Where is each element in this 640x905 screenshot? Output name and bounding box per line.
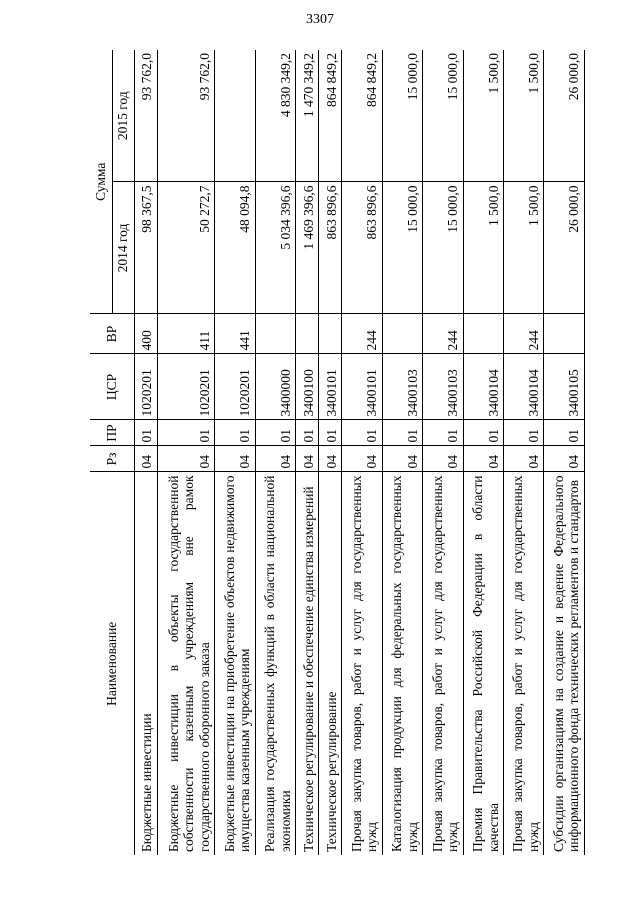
cell-vr: 441 <box>215 314 255 354</box>
cell-rz: 04 <box>544 446 585 472</box>
table-row <box>423 50 463 855</box>
cell-csr: 3400101 <box>342 354 382 420</box>
cell-2015: 1 500,0 <box>463 50 503 182</box>
table-row <box>504 50 544 855</box>
header-csr: ЦСР <box>90 354 134 420</box>
cell-2015: 26 000,0 <box>544 50 585 182</box>
header-pr: ПР <box>90 420 134 446</box>
cell-vr <box>296 314 319 354</box>
header-sum: Сумма <box>90 50 112 314</box>
cell-vr: 244 <box>342 314 382 354</box>
cell-csr: 3400101 <box>319 354 342 420</box>
table-row <box>342 50 382 855</box>
cell-2015: 864 849,2 <box>342 50 382 182</box>
cell-name: Прочая закупка товаров, работ и услуг для государственных нужд <box>504 472 544 855</box>
table-row <box>382 50 422 855</box>
cell-csr: 3400104 <box>463 354 503 420</box>
cell-2014: 15 000,0 <box>423 182 463 314</box>
cell-rz: 04 <box>423 446 463 472</box>
cell-name: Субсидии организациям на создание и ведение Федерального информационного фонда технических регламентов и стандартов <box>544 472 585 855</box>
cell-2014: 1 500,0 <box>504 182 544 314</box>
cell-rz: 04 <box>157 446 215 472</box>
cell-2015: 93 762,0 <box>157 50 215 182</box>
cell-vr <box>544 314 585 354</box>
cell-name: Реализация государственных функций в области национальной экономики <box>255 472 295 855</box>
table-body <box>134 50 585 855</box>
header-name: Наименование <box>90 472 134 855</box>
cell-pr: 01 <box>463 420 503 446</box>
cell-pr: 01 <box>134 420 157 446</box>
cell-csr: 1020201 <box>134 354 157 420</box>
cell-2015: 15 000,0 <box>382 50 422 182</box>
cell-pr: 01 <box>382 420 422 446</box>
cell-csr: 3400104 <box>504 354 544 420</box>
cell-name: Премия Правительства Российской Федерации в области качества <box>463 472 503 855</box>
cell-2014: 50 272,7 <box>157 182 215 314</box>
cell-name: Бюджетные инвестиции в объекты государственной собственности казенным учреждениям вне рамок государственного оборонного заказа <box>157 472 215 855</box>
cell-vr <box>319 314 342 354</box>
cell-2015: 15 000,0 <box>423 50 463 182</box>
cell-2014: 48 094,8 <box>215 182 255 314</box>
cell-rz: 04 <box>215 446 255 472</box>
cell-rz: 04 <box>463 446 503 472</box>
table-row <box>134 50 157 855</box>
cell-csr: 3400100 <box>296 354 319 420</box>
cell-2014: 1 500,0 <box>463 182 503 314</box>
cell-2014: 863 896,6 <box>319 182 342 314</box>
rotated-table-wrapper <box>90 50 585 855</box>
cell-pr: 01 <box>342 420 382 446</box>
cell-2015: 4 830 349,2 <box>255 50 295 182</box>
table-row <box>544 50 585 855</box>
cell-rz: 04 <box>342 446 382 472</box>
header-vr: ВР <box>90 314 134 354</box>
cell-pr: 01 <box>423 420 463 446</box>
cell-2014: 863 896,6 <box>342 182 382 314</box>
cell-csr: 1020201 <box>157 354 215 420</box>
cell-name: Прочая закупка товаров, работ и услуг для государственных нужд <box>342 472 382 855</box>
cell-2014: 1 469 396,6 <box>296 182 319 314</box>
cell-2014: 15 000,0 <box>382 182 422 314</box>
page-number: 3307 <box>306 12 334 27</box>
cell-pr: 01 <box>319 420 342 446</box>
cell-csr: 3400103 <box>382 354 422 420</box>
cell-2015: 864 849,2 <box>319 50 342 182</box>
cell-csr: 3400105 <box>544 354 585 420</box>
table-row <box>157 50 215 855</box>
cell-vr: 244 <box>423 314 463 354</box>
cell-rz: 04 <box>255 446 295 472</box>
header-row-1 <box>90 50 112 855</box>
cell-rz: 04 <box>296 446 319 472</box>
cell-2015 <box>215 50 255 182</box>
cell-vr: 411 <box>157 314 215 354</box>
table-row <box>319 50 342 855</box>
cell-pr: 01 <box>296 420 319 446</box>
table-row <box>296 50 319 855</box>
cell-name: Прочая закупка товаров, работ и услуг для государственных нужд <box>423 472 463 855</box>
cell-pr: 01 <box>255 420 295 446</box>
cell-2015: 1 500,0 <box>504 50 544 182</box>
cell-pr: 01 <box>157 420 215 446</box>
cell-vr: 400 <box>134 314 157 354</box>
header-2015: 2015 год <box>112 50 134 182</box>
cell-rz: 04 <box>134 446 157 472</box>
cell-vr <box>255 314 295 354</box>
cell-name: Бюджетные инвестиции <box>134 472 157 855</box>
cell-2014: 26 000,0 <box>544 182 585 314</box>
cell-2015: 93 762,0 <box>134 50 157 182</box>
cell-vr <box>463 314 503 354</box>
table-row <box>215 50 255 855</box>
cell-name: Бюджетные инвестиции на приобретение объектов недвижимого имущества казенным учреждениям <box>215 472 255 855</box>
cell-2015: 1 470 349,2 <box>296 50 319 182</box>
table-row <box>463 50 503 855</box>
cell-pr: 01 <box>215 420 255 446</box>
cell-pr: 01 <box>544 420 585 446</box>
cell-2014: 5 034 396,6 <box>255 182 295 314</box>
cell-vr <box>382 314 422 354</box>
header-rz: Рз <box>90 446 134 472</box>
cell-name: Каталогизация продукции для федеральных государственных нужд <box>382 472 422 855</box>
cell-name: Техническое регулирование и обеспечение единства измерений <box>296 472 319 855</box>
cell-name: Техническое регулирование <box>319 472 342 855</box>
cell-pr: 01 <box>504 420 544 446</box>
table-row <box>255 50 295 855</box>
cell-csr: 3400103 <box>423 354 463 420</box>
cell-csr: 3400000 <box>255 354 295 420</box>
cell-rz: 04 <box>504 446 544 472</box>
cell-vr: 244 <box>504 314 544 354</box>
budget-table <box>90 50 585 855</box>
header-2014: 2014 год <box>112 182 134 314</box>
cell-rz: 04 <box>382 446 422 472</box>
cell-2014: 98 367,5 <box>134 182 157 314</box>
cell-rz: 04 <box>319 446 342 472</box>
cell-csr: 1020201 <box>215 354 255 420</box>
